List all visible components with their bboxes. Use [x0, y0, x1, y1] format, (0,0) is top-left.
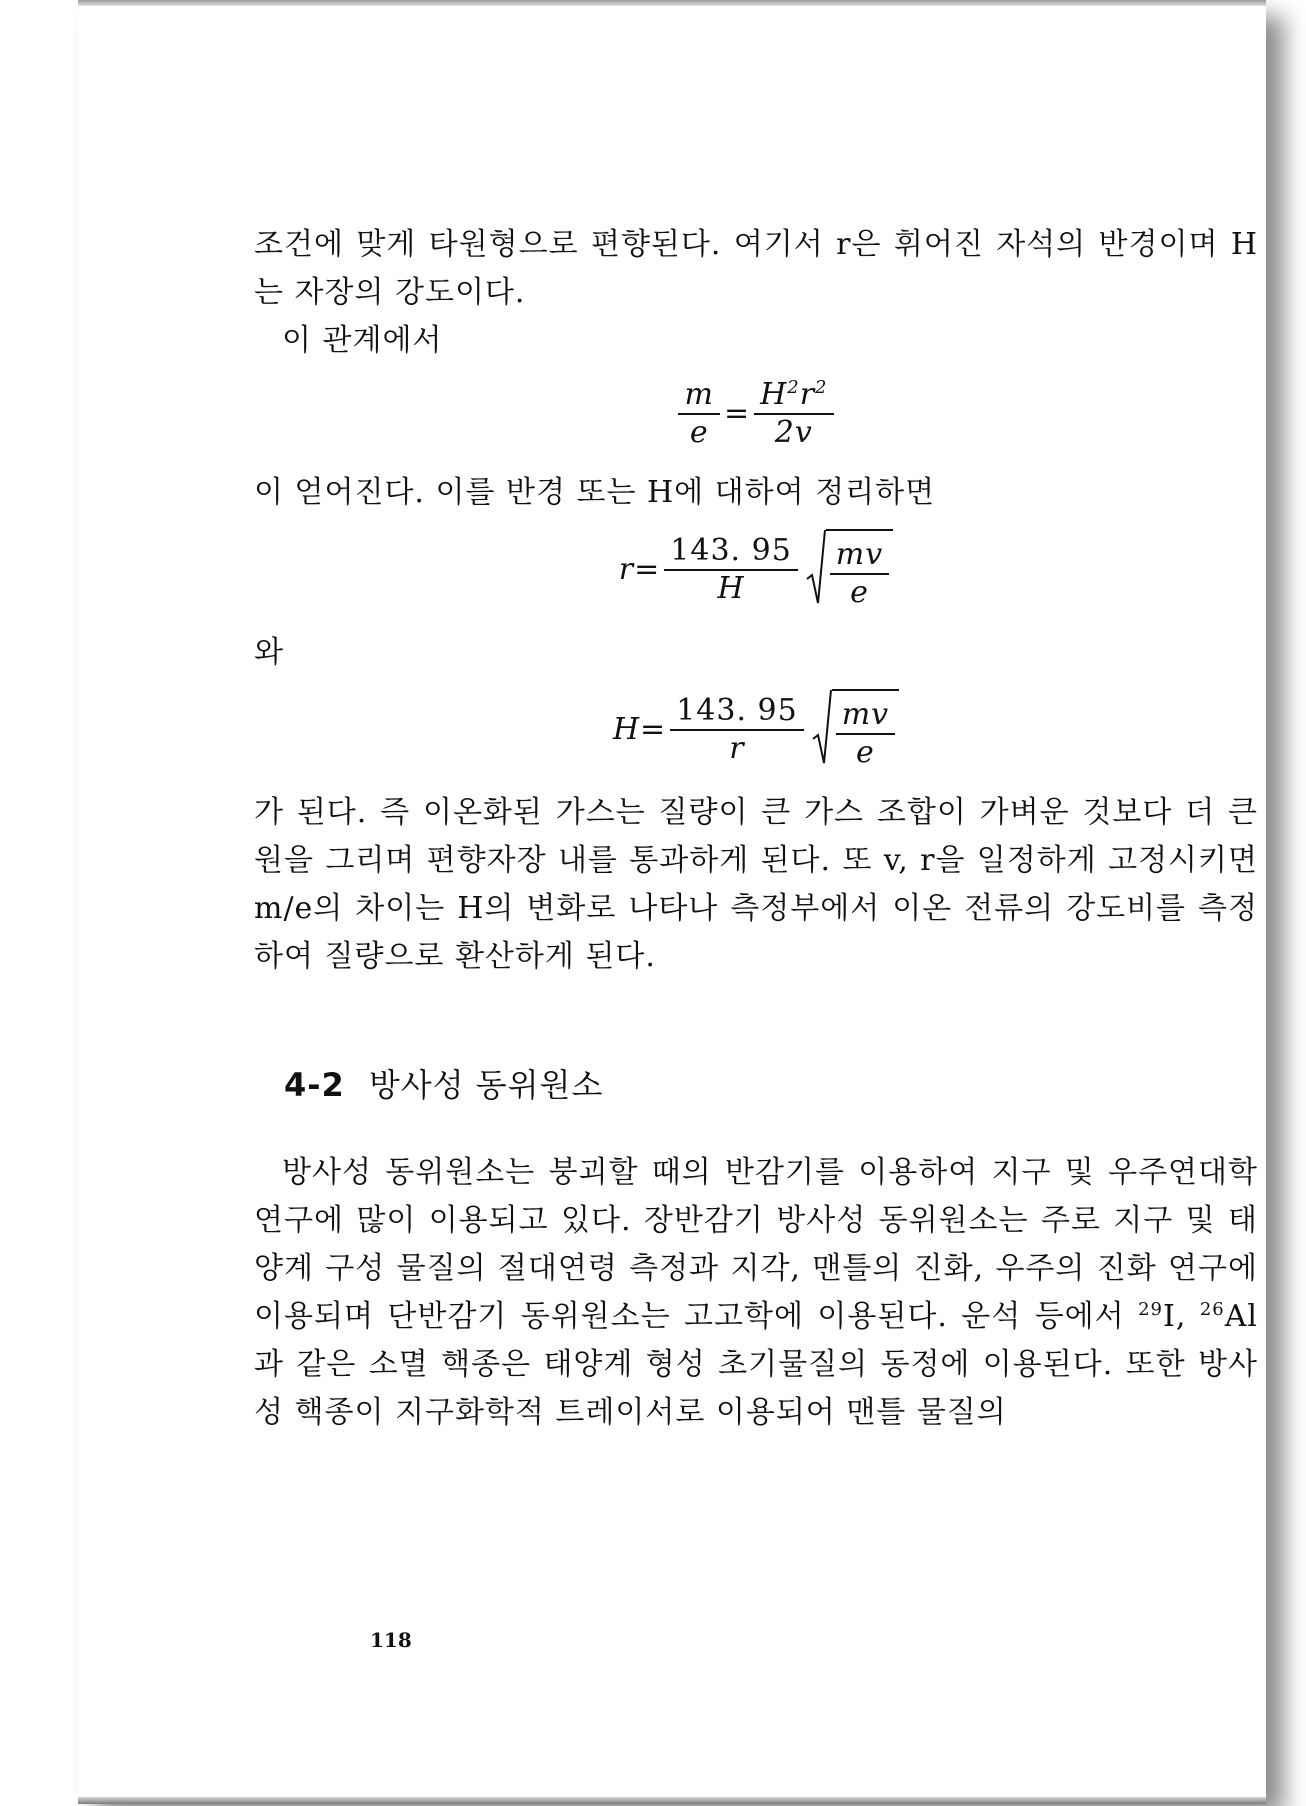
- page-content: [254, 221, 1258, 1437]
- isotope-1-mass: 29: [1138, 1299, 1163, 1320]
- eq1-rhs-fraction: [754, 377, 833, 451]
- section-title: 방사성 동위원소: [368, 1066, 604, 1104]
- eq2-rad-den: e: [850, 575, 869, 610]
- equation-field: [254, 689, 1258, 771]
- eq1-rhs-num: [754, 377, 833, 415]
- eq3-num: 143. 95: [670, 693, 804, 731]
- radical-icon: [806, 529, 826, 605]
- paragraph-4: 와: [254, 635, 284, 670]
- eq3-radicand: [832, 689, 899, 771]
- eq1-exp2: 2: [815, 377, 828, 398]
- eq2-rad-fraction: [830, 537, 889, 611]
- eq2-lhs: r=: [618, 552, 661, 587]
- paragraph-3: 이 얻어진다. 이를 반경 또는 H에 대하여 정리하면: [254, 475, 936, 510]
- eq2-fraction: [664, 533, 798, 607]
- eq1-base2: r: [799, 377, 816, 412]
- eq1-exp1: 2: [787, 377, 800, 398]
- page-number: 118: [370, 1628, 412, 1652]
- eq3-sqrt: [812, 689, 899, 771]
- equation-radius: [254, 529, 1258, 611]
- section-heading: [254, 1061, 1258, 1109]
- paragraph-2: 이 관계에서: [282, 323, 443, 358]
- paragraph-5: 가 된다. 즉 이온화된 가스는 질량이 큰 가스 조합이 가벼운 것보다 더 큰 원을 그리며 편향자장 내를 통과하게 된다. 또 v, r을 일정하게 고정시키면 m/e의 차이는 H의 변화로 나타나 측정부에서 이온 전류의 강도비를 측정하여 질량으로 환산하게 된다.: [254, 795, 1258, 974]
- paragraph-1: 조건에 맞게 타원형으로 편향된다. 여기서 r은 휘어진 자석의 반경이며 H는 자장의 강도이다.: [254, 227, 1258, 310]
- eq2-radicand: [826, 529, 893, 611]
- eq3-rad-fraction: [836, 697, 895, 771]
- isotope-2-mass: 26: [1199, 1299, 1225, 1320]
- page-stack-bottom: [78, 1797, 1266, 1804]
- eq3-rad-num: mv: [836, 697, 895, 735]
- eq1-lhs-num: m: [678, 377, 719, 415]
- page: [108, 6, 1266, 1797]
- p6-text: 방사성 동위원소는 붕괴할 때의 반감기를 이용하여 지구 및 우주연대학 연구에 많이 이용되고 있다. 장반감기 방사성 동위원소는 주로 지구 및 태양계 구성 물질의 절대연령 측정과 지각, 맨틀의 진화, 우주의 진화 연구에 이용되며 단반감기 동위원소는 고고학에 이용된다. 운석 등에서: [254, 1155, 1258, 1334]
- paragraph-6: [254, 1149, 1258, 1437]
- eq3-fraction: [670, 693, 804, 767]
- radical-icon: [812, 689, 832, 765]
- eq1-lhs-fraction: [678, 377, 719, 451]
- eq3-den: r: [729, 731, 745, 766]
- eq2-num: 143. 95: [664, 533, 798, 571]
- eq1-rhs-den: 2v: [774, 415, 813, 450]
- eq2-sqrt: [806, 529, 893, 611]
- equation-mass-charge: [254, 377, 1258, 451]
- section-number: 4-2: [284, 1066, 345, 1104]
- isotope-2-text: Al과 같은 소멸 핵종은 태양계 형성 초기물질의 동정에 이용된다. 또한 방사성 핵종이 지구화학적 트레이서로 이용되어 맨틀 물질의: [254, 1299, 1258, 1430]
- eq2-den: H: [717, 571, 745, 606]
- eq1-base1: H: [760, 377, 788, 412]
- eq1-equals: =: [723, 396, 751, 431]
- eq3-rad-den: e: [856, 735, 875, 770]
- eq2-rad-num: mv: [830, 537, 889, 575]
- eq1-lhs-den: e: [689, 415, 709, 450]
- isotope-1-symbol: I,: [1162, 1299, 1187, 1334]
- eq3-lhs: H=: [612, 712, 667, 747]
